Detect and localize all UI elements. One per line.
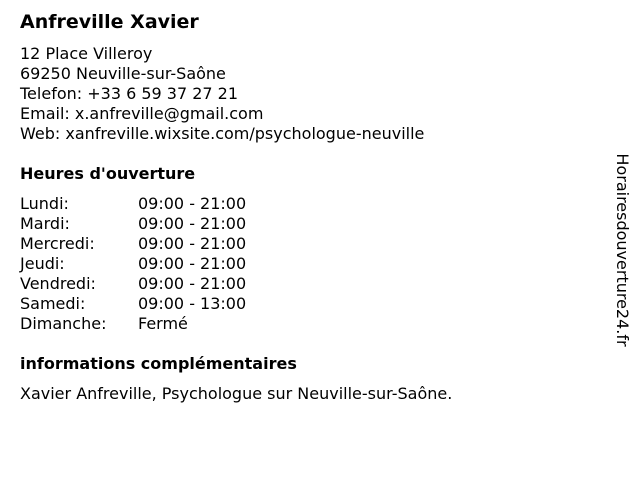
email-address: Email: x.anfreville@gmail.com [20, 104, 264, 123]
phone-number: Telefon: +33 6 59 37 27 21 [20, 84, 239, 103]
address-city: 69250 Neuville-sur-Saône [20, 64, 226, 83]
time-value: Fermé [138, 314, 188, 333]
time-value: 09:00 - 21:00 [138, 274, 247, 293]
website-url: Web: xanfreville.wixsite.com/psychologue-neuville [20, 124, 425, 143]
additional-info-text: Xavier Anfreville, Psychologue sur Neuville-sur-Saône. [20, 384, 453, 403]
contact-block [20, 44, 424, 144]
time-value: 09:00 - 13:00 [138, 294, 247, 313]
site-watermark: Horairesdouverture24.fr [613, 153, 632, 347]
day-label: Mardi: [20, 214, 70, 233]
opening-hours-heading: Heures d'ouverture [20, 164, 196, 183]
day-label: Jeudi: [20, 254, 65, 273]
time-value: 09:00 - 21:00 [138, 254, 247, 273]
day-label: Samedi: [20, 294, 86, 313]
time-value: 09:00 - 21:00 [138, 234, 247, 253]
additional-info-heading: informations complémentaires [20, 354, 297, 373]
day-label: Lundi: [20, 194, 69, 213]
business-name: Anfreville Xavier [20, 11, 199, 33]
address-street: 12 Place Villeroy [20, 44, 153, 63]
day-label: Dimanche: [20, 314, 107, 333]
time-value: 09:00 - 21:00 [138, 214, 247, 233]
time-value: 09:00 - 21:00 [138, 194, 247, 213]
day-label: Mercredi: [20, 234, 95, 253]
day-label: Vendredi: [20, 274, 96, 293]
